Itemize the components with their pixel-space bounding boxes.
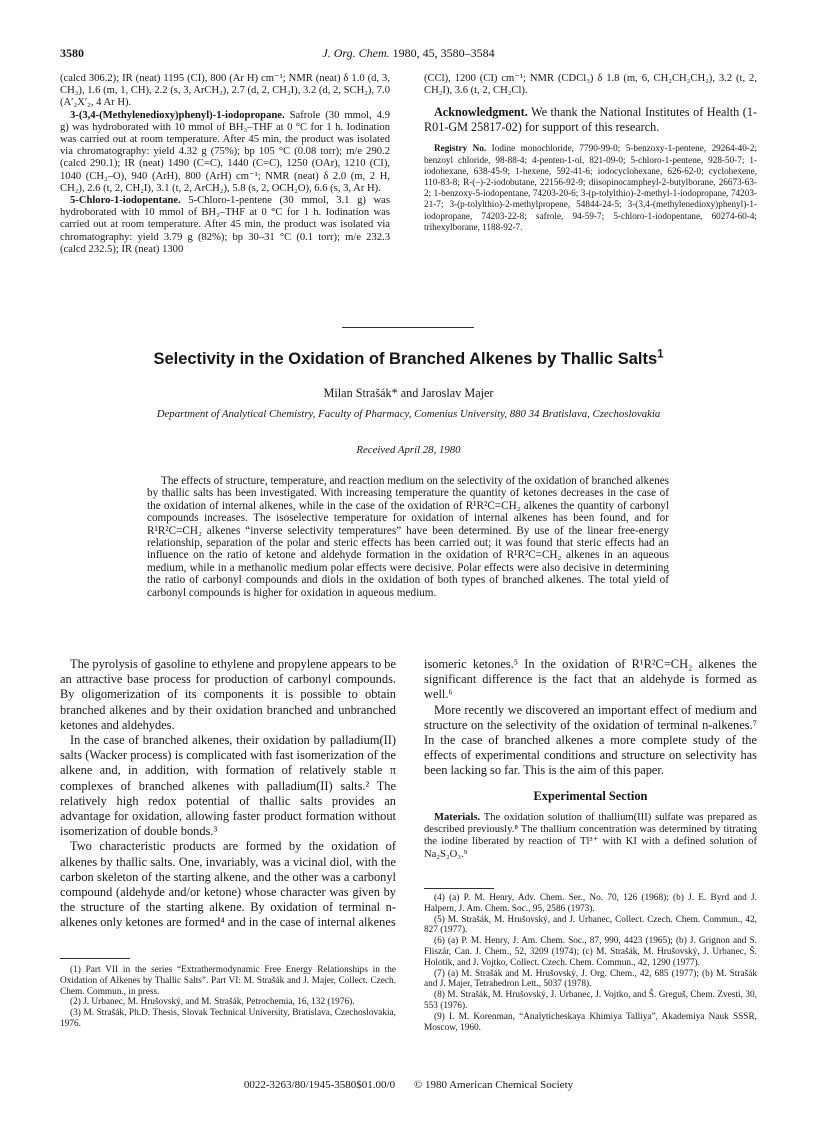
footnote: (1) Part VII in the series “Extrathermodynamic Free Energy Relationships in the Oxidation of Alkenes by Thallic Salts”. Part VI: M. Strašák and J. Majer, Collect. Czech. Chem. Commun., in press. [60, 965, 396, 997]
footnote: (8) M. Strašák, M. Hrušovský, J. Urbanec, J. Vojtko, and Š. Greguš, Chem. Zvesti, 30, 553 (1976). [424, 990, 757, 1011]
page-footer [60, 1079, 757, 1091]
footnote-rule [60, 958, 130, 959]
prev-paragraph: (calcd 306.2); IR (neat) 1195 (CI), 800 (Ar H) cm⁻¹; NMR (neat) δ 1.0 (d, 3, CH₃), 1.6 (m, 1, CH), 2.2 (s, 3, ArCH₃), 2.7 (d, 2, CH₂I), 3.2 (d, 2, SCH₂), 7.0 (A′₂X′₂, 4 Ar H). [60, 73, 390, 109]
compound-heading: 3-(3,4-(Methylenedioxy)phenyl)-1-iodopropane. [70, 109, 285, 121]
footnote: (6) (a) P. M. Henry, J. Am. Chem. Soc., 87, 990, 4423 (1965); (b) J. Grignon and S. Fliszár, Can. J. Chem., 52, 3209 (1974); (c) M. Strašák, M. Hrušovský, J. Urbanec, Š. Holotík, and J. Vojtko, Collect. Czech. Chem. Commun., 42, 1290 (1977). [424, 936, 757, 968]
body-paragraph: isomeric ketones.⁵ In the oxidation of R¹R²C=CH₂ alkenes the significant difference is the fact that an aldehyde is formed as well.⁶ [424, 657, 757, 702]
footnote: (7) (a) M. Strašák and M. Hrušovský, J. Org. Chem., 42, 685 (1977); (b) M. Strašák and J. Majer, Tetrahedron Lett., 5037 (1978). [424, 968, 757, 990]
compound-heading: 5-Chloro-1-iodopentane. [70, 195, 181, 207]
running-header [60, 46, 757, 62]
footnotes-left [60, 965, 396, 1030]
journal-citation [60, 46, 757, 61]
footnote: (3) M. Strašák, Ph.D. Thesis, Slovak Technical University, Bratislava, Czechoslovakia, 1976. [60, 1008, 396, 1029]
article-authors: Milan Strašák* and Jaroslav Majer [323, 386, 494, 400]
journal-name: J. Org. Chem. [322, 46, 390, 60]
footnote: (9) I. M. Korenman, “Analyticheskaya Khimiya Talliya”, Akademiya Nauk SSSR, Moscow, 1960. [424, 1011, 757, 1033]
article-code: 0022-3263/80/1945-3580$01.00/0 [243, 1079, 396, 1091]
page-number: 3580 [60, 46, 84, 60]
acknowledgment-heading: Acknowledgment. [434, 105, 528, 120]
article-divider [342, 327, 474, 328]
article-abstract: The effects of structure, temperature, and reaction medium on the selectivity of the oxidation of branched alkenes by thallic salts has been investigated. With increasing temperature the quantity of ketones decreases in the case of the oxidation of internal alkenes, while in the case of the oxidation of R¹R²C=CH₂ alkenes the quantity of carbonyl compounds increases. The isoselective temperature for oxidation of internal alkenes has been found, and for R¹R²C=CH₂ alkenes “inverse selectivity temperatures” have been determined. By use of the linear free-energy relationship, separation of the polar and steric effects has been carried out; it was found that steric effects had an influence on the ratio of ketone and aldehyde formation in the oxidation of R¹R²C=CH₂ alkenes in an aqueous medium, while in a methanolic medium polar effects were decisive. Polar effects were also decisive in determining the ratio of carbonyl compounds and diols in the oxidation of both types of branched alkenes. The total yield of carbonyl compounds is higher for oxidation in aqueous medium. [147, 475, 670, 599]
materials-paragraph: Materials. The oxidation solution of thallium(III) sulfate was prepared as described previously.⁸ The thallium concentration was determined by titrating the iodine liberated by reaction of Tl³⁺ with KI with a defined solution of Na₂S₂O₃.⁹ [424, 811, 757, 860]
body-left-column [60, 657, 396, 931]
section-heading: Experimental Section [533, 788, 648, 803]
prev-paragraph: (CCl), 1200 (CI) cm⁻¹; NMR (CDCl₃) δ 1.8 (m, 6, CH₂CH₂CH₂), 3.2 (t, 2, CH₂I), 3.6 (t, 2, CH₂Cl). [424, 73, 757, 97]
footnote: (2) J. Urbanec, M. Hrušovský, and M. Strašák, Petrochemia, 16, 132 (1976). [70, 997, 355, 1008]
received-date: Received April 28, 1980 [356, 444, 461, 456]
footnote-rule [424, 888, 494, 889]
footnote: (5) M. Strašák, M. Hrušovský, and J. Urbanec, Collect. Czech. Chem. Commun., 42, 827 (1977). [424, 914, 757, 936]
registry-heading: Registry No. [434, 143, 487, 154]
previous-article-left-column [60, 73, 390, 256]
acknowledgment: Acknowledgment. We thank the National Institutes of Health (1-R01-GM 25817-02) for support of this research. [424, 105, 757, 135]
body-paragraph: More recently we discovered an important effect of medium and structure on the selectivity of the oxidation of terminal n-alkenes.⁷ In the case of branched alkenes a more complete study of the effects of experimental conditions and structure on selectivity has been lacking so far. This is the aim of this paper. [424, 702, 757, 778]
body-paragraph: The pyrolysis of gasoline to ethylene and propylene appears to be an attractive base process for production of carbonyl compounds. By oligomerization of its components it is possible to obtain branched alkenes and by their oxidation branched and unbranched ketones and aldehydes. [60, 657, 396, 732]
body-paragraph: Two characteristic products are formed by the oxidation of alkenes by thallic salts. One, invariably, was a vicinal diol, with the carbon skeleton of the starting alkene, and the other was a carbonyl compound (aldehyde and/or ketone) whose character was given by the structure of the starting alkene. By oxidation of terminal n-alkenes only ketones are formed⁴ and in the case of internal alkenes [60, 839, 396, 930]
footnotes-right [424, 893, 757, 1033]
article-affiliation: Department of Analytical Chemistry, Faculty of Pharmacy, Comenius University, 880 34 Bratislava, Czechoslovakia [156, 408, 661, 420]
prev-paragraph: 3-(3,4-(Methylenedioxy)phenyl)-1-iodopropane. Safrole (30 mmol, 4.9 g) was hydroborated with 10 mmol of BH₃–THF at 0 °C for 1 h. Iodination was carried out at room temperature. After 45 min, the product was isolated via chromatography: yield 4.32 g (75%); bp 105 °C (0.08 torr); m/e 290.2 (calcd 290.1); IR (neat) 1490 (C=C), 1440 (C=C), 1250 (OAr), 1210 (CI), 1040 (CH₂–O), 940 (ArH), 800 (ArH) cm⁻¹; NMR (neat) δ 2.0 (m, 2 H, CH₂), 2.6 (t, 2, CH₂I), 3.1 (t, 2, ArCH₂), 5.8 (s, 2, OCH₂O), 6.6 (s, 3, Ar H). [60, 109, 390, 194]
prev-paragraph: 5-Chloro-1-iodopentane. 5-Chloro-1-pentene (30 mmol, 3.1 g) was hydroborated with 10 mmol of BH₃–THF at 0 °C for 1 h. Iodination was carried out at room temperature. After 45 min, the product was isolated via chromatography: yield 3.79 g (82%); bp 30–31 °C (0.1 torr); m/e 232.3 (calcd 232.5); IR (neat) 1300 [60, 195, 390, 255]
journal-year-volume: 1980, 45, 3580–3584 [392, 46, 495, 60]
article-title: Selectivity in the Oxidation of Branched Alkenes by Thallic Salts$^1$ [153, 348, 664, 368]
body-paragraph: In the case of branched alkenes, their oxidation by palladium(II) salts (Wacker process) is complicated with fast isomerization of the alkene and, in addition, with formation of relatively stable π complexes of branched alkenes with palladium(II) salts.² The relatively high redox potential of thallic salts provides an advantage for oxidation, allowing faster product formation without isomerization of double bonds.³ [60, 733, 396, 839]
previous-article-right-column [424, 73, 757, 233]
materials-heading: Materials. [434, 811, 481, 823]
footnote: (4) (a) P. M. Henry, Adv. Chem. Ser., No. 70, 126 (1968); (b) J. E. Byrd and J. Halpern, J. Am. Chem. Soc., 95, 2586 (1973). [424, 893, 757, 914]
body-right-column [424, 657, 757, 861]
copyright-notice: © 1980 American Chemical Society [413, 1079, 574, 1091]
registry-numbers: Registry No. Iodine monochloride, 7790-99-0; 5-benzoxy-1-pentene, 29264-40-2; benzoyl chloride, 98-88-4; 4-penten-1-ol, 821-09-0; 5-chloro-1-pentene, 928-50-7; 1-iodohexane, 638-45-9; 1-hexene, 592-41-6; iodocyclohexane, 626-62-0; cyclohexene, 110-83-8; R-(–)-2-iodobutane, 22156-92-9; diisopinocampheyl-2-butylborane, 26673-63-2; 1-benzoxy-5-iodopentane, 74203-20-6; 3-(p-tolylthio)-2-methyl-1-iodopropane, 74203-21-7; 3-(p-tolylthio)-2-methylpropene, 54844-24-5; 3-(3,4-(methylenedioxy)phenyl)-1-iodopropane, 74203-22-8; safrole, 94-59-7; 5-chloro-1-iodopentane, 60274-60-4; trihexylborane, 1188-92-7. [424, 143, 757, 232]
